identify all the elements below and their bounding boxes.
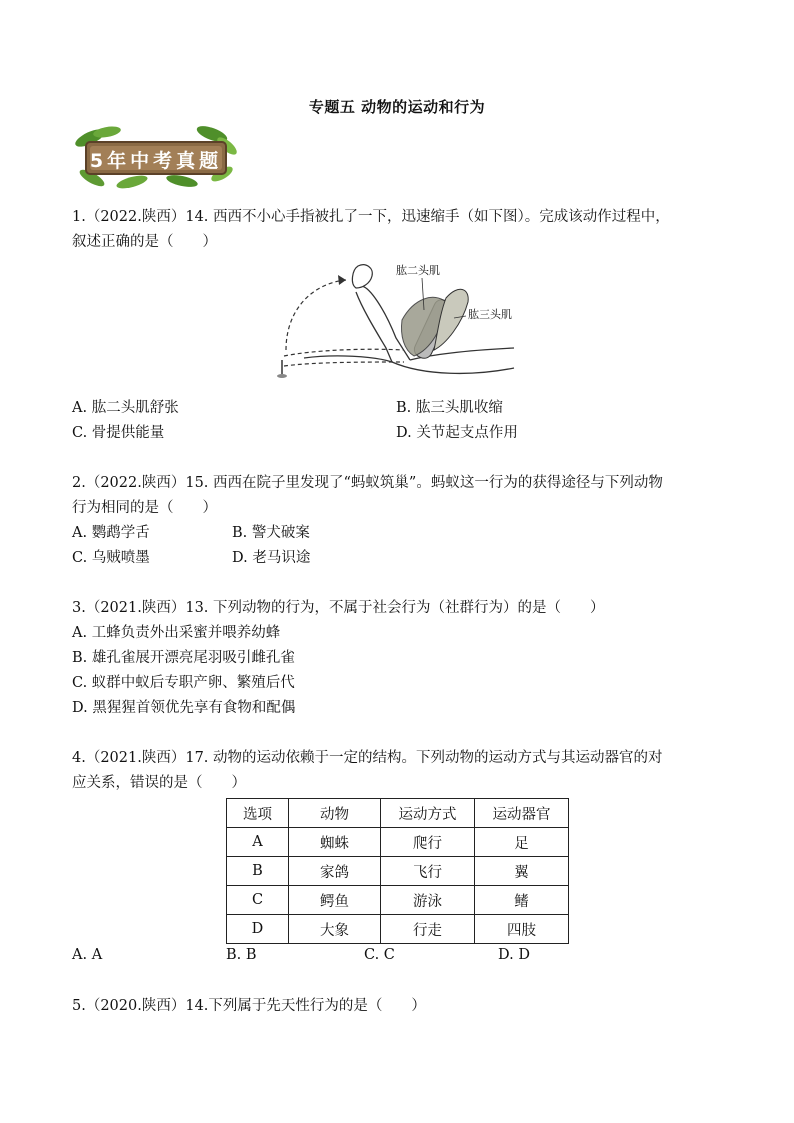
- q1-stem-line1: 1.（2022.陕西）14. 西西不小心手指被扎了一下，迅速缩手（如下图）。完成该动作过程中，: [72, 209, 670, 225]
- q5-stem-line1: 5.（2020.陕西）14.下列属于先天性行为的是（ ）: [72, 998, 426, 1014]
- q1-option-c: C. 骨提供能量: [72, 425, 165, 441]
- table-cell: 大象: [289, 915, 381, 944]
- table-row: [227, 828, 569, 857]
- table-cell: 鳍: [475, 886, 569, 915]
- table-cell: 飞行: [381, 857, 475, 886]
- q2-stem-line1: 2.（2022.陕西）15. 西西在院子里发现了“蚂蚁筑巢”。蚂蚁这一行为的获得途径与下列动物: [72, 475, 663, 491]
- table-cell: B: [227, 857, 289, 886]
- table-row: [227, 915, 569, 944]
- table-cell: 家鸽: [289, 857, 381, 886]
- q3-option-a: A. 工蜂负责外出采蜜并喂养幼蜂: [72, 625, 281, 641]
- q2-option-d: D. 老马识途: [232, 550, 311, 566]
- biceps-label: 肱二头肌: [396, 264, 440, 277]
- q3-option-b: B. 雄孔雀展开漂亮尾羽吸引雌孔雀: [72, 650, 295, 666]
- q1-arm-figure: [274, 258, 524, 388]
- table-header-cell: 运动器官: [475, 799, 569, 828]
- table-row: [227, 857, 569, 886]
- q3-option-d: D. 黑猩猩首领优先享有食物和配偶: [72, 700, 296, 716]
- q2-option-b: B. 警犬破案: [232, 525, 310, 541]
- triceps-label: 肱三头肌: [468, 308, 512, 321]
- table-header-cell: 选项: [227, 799, 289, 828]
- q1-option-b: B. 肱三头肌收缩: [396, 400, 503, 416]
- q2-option-c: C. 乌贼喷墨: [72, 550, 150, 566]
- table-header-cell: 运动方式: [381, 799, 475, 828]
- table-cell: 鳄鱼: [289, 886, 381, 915]
- table-cell: 爬行: [381, 828, 475, 857]
- table-row: [227, 886, 569, 915]
- banner: [72, 124, 238, 190]
- page-title: 专题五 动物的运动和行为: [308, 98, 486, 116]
- table-cell: C: [227, 886, 289, 915]
- q4-table: [226, 798, 569, 944]
- table-header-row: [227, 799, 569, 828]
- table-cell: 翼: [475, 857, 569, 886]
- q4-option-a: A. A: [72, 947, 103, 963]
- table-cell: 蜘蛛: [289, 828, 381, 857]
- q2-stem-line2: 行为相同的是（ ）: [72, 500, 217, 516]
- q1-option-d: D. 关节起支点作用: [396, 425, 518, 441]
- table-cell: 行走: [381, 915, 475, 944]
- q1-stem-line2: 叙述正确的是（ ）: [72, 234, 217, 250]
- q4-stem-line1: 4.（2021.陕西）17. 动物的运动依赖于一定的结构。下列动物的运动方式与其运动器官的对: [72, 750, 663, 766]
- q1-option-a: A. 肱二头肌舒张: [72, 400, 179, 416]
- table-cell: 游泳: [381, 886, 475, 915]
- q3-option-c: C. 蚁群中蚁后专职产卵、繁殖后代: [72, 675, 295, 691]
- banner-text: 5年中考真题: [89, 150, 223, 172]
- q4-stem-line2: 应关系，错误的是（ ）: [72, 775, 246, 791]
- table-cell: 足: [475, 828, 569, 857]
- table-cell: D: [227, 915, 289, 944]
- q4-option-c: C. C: [364, 947, 395, 963]
- q4-option-b: B. B: [226, 947, 257, 963]
- q3-stem-line1: 3.（2021.陕西）13. 下列动物的行为，不属于社会行为（社群行为）的是（ ）: [72, 600, 605, 616]
- table-cell: 四肢: [475, 915, 569, 944]
- q2-option-a: A. 鹦鹉学舌: [72, 525, 150, 541]
- q4-option-d: D. D: [498, 947, 530, 963]
- table-header-cell: 动物: [289, 799, 381, 828]
- table-cell: A: [227, 828, 289, 857]
